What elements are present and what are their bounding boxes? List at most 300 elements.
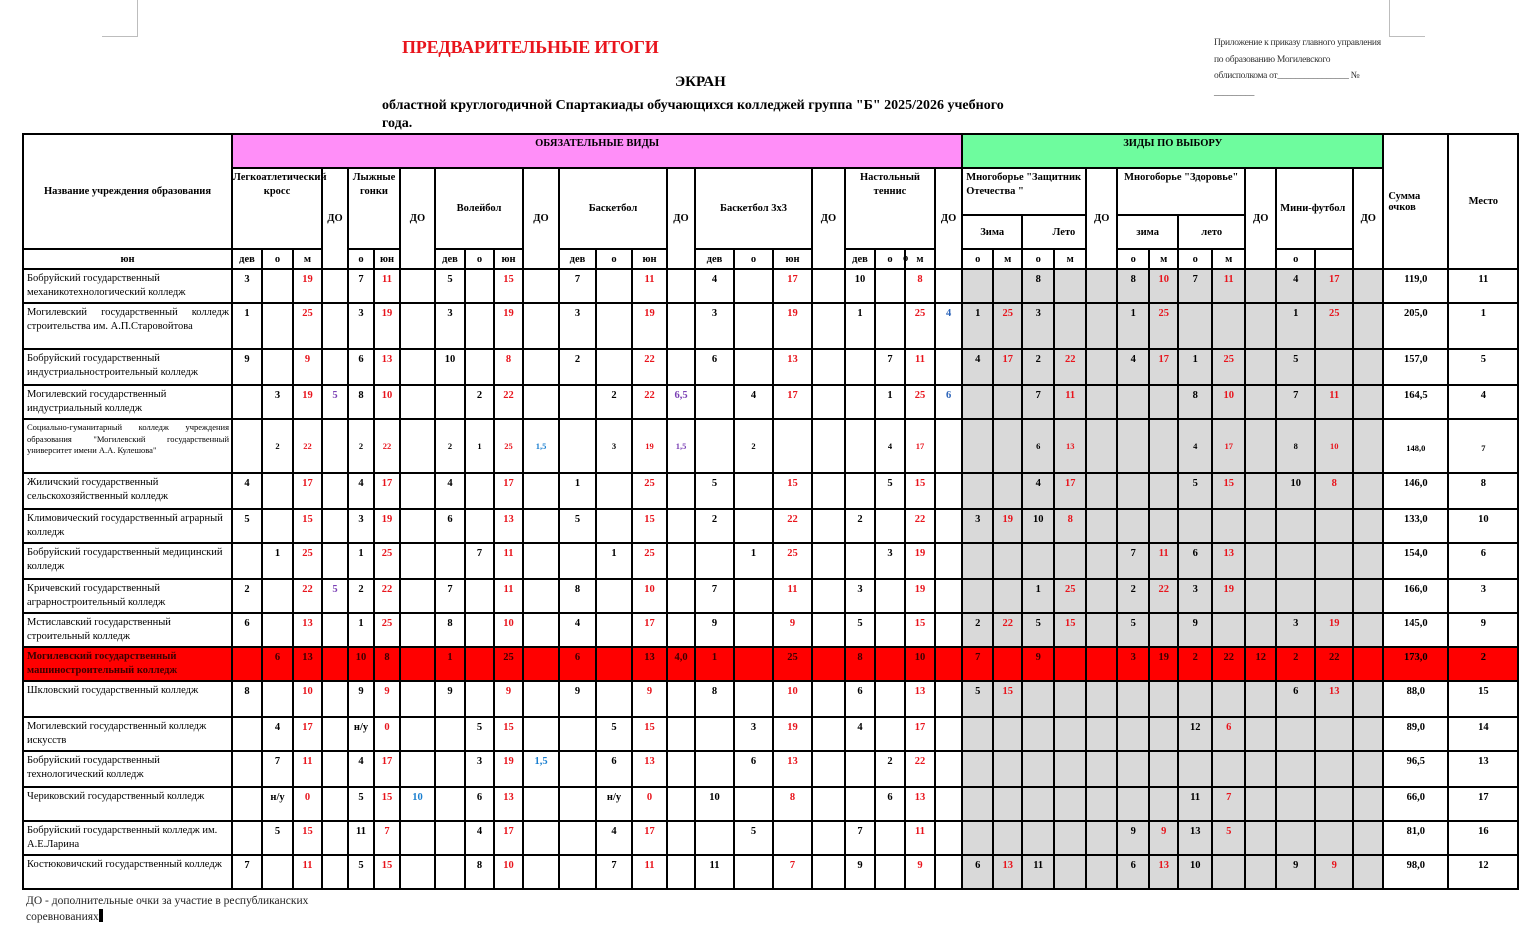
place-cell: [596, 855, 632, 889]
cell-value: 8: [1331, 478, 1337, 489]
cell-value: 25: [1328, 308, 1340, 319]
bonus-cell: [1086, 579, 1117, 613]
bonus-cell: [400, 419, 435, 473]
place-cell: [232, 717, 262, 751]
points-cell: [773, 717, 812, 751]
sport-header-cross: Легкоатлетический кросс: [232, 168, 322, 249]
cell-value: 9: [447, 686, 453, 697]
bonus-cell: [667, 473, 695, 509]
cell-value: 4: [1035, 478, 1041, 489]
points-cell: [1212, 855, 1245, 889]
bonus-cell: [667, 787, 695, 821]
subheader: о: [1117, 249, 1149, 269]
place-cell: [734, 647, 773, 681]
points-cell: [1315, 385, 1353, 419]
cell-value: 17: [381, 756, 393, 767]
cell-value: 7: [1035, 390, 1041, 401]
bonus-cell: [812, 509, 845, 543]
bonus-cell: [322, 509, 348, 543]
points-cell: [374, 509, 400, 543]
cell-value: 4: [358, 478, 364, 489]
bonus-cell: [1086, 303, 1117, 349]
cell-value: 19: [503, 756, 514, 767]
total-points: 166,0: [1383, 579, 1448, 613]
cell-value: 10: [1032, 514, 1044, 525]
points-cell: [993, 821, 1022, 855]
cell-value: 0: [384, 722, 390, 733]
place-cell: [734, 269, 773, 303]
points-cell: [293, 717, 322, 751]
cell-value: 3: [274, 390, 281, 401]
place-cell: [1276, 509, 1315, 543]
place-cell: [465, 419, 494, 473]
points-cell: [494, 787, 523, 821]
points-cell: [905, 647, 935, 681]
points-cell: [993, 681, 1022, 717]
bonus-cell: [400, 647, 435, 681]
cell-value: 13: [1158, 860, 1169, 871]
subheader: м: [293, 249, 322, 269]
footnote-text: ДО - дополнительные очки за участие в республиканских соревнованиях: [26, 895, 309, 923]
place-cell: [262, 473, 293, 509]
points-cell: [1315, 543, 1353, 579]
bonus-cell: [322, 613, 348, 647]
cell-value: 17: [503, 826, 514, 837]
cell-value: 8: [358, 390, 364, 401]
cell-value: 4: [574, 618, 581, 629]
points-cell: [993, 269, 1022, 303]
cell-value: 22: [787, 514, 798, 525]
place-cell: [435, 821, 465, 855]
cell-value: 8: [505, 354, 512, 365]
cell-value: 7: [711, 584, 718, 595]
cell-value: 17: [503, 478, 514, 489]
cell-value: 25: [787, 548, 798, 559]
place-cell: [232, 473, 262, 509]
place-cell: [1178, 419, 1212, 473]
points-cell: [1315, 647, 1353, 681]
cell-value: 11: [302, 860, 313, 871]
subheader: дев: [435, 249, 465, 269]
bonus-cell: [1245, 821, 1276, 855]
place-cell: [262, 509, 293, 543]
place-cell: [875, 647, 905, 681]
bonus-cell: [1245, 613, 1276, 647]
points-cell: [1054, 855, 1086, 889]
points-cell: [1315, 821, 1353, 855]
place-cell: [875, 787, 905, 821]
points-cell: [632, 681, 667, 717]
bonus-cell: [1086, 855, 1117, 889]
cell-value: 3: [358, 308, 364, 319]
place-cell: [1178, 717, 1212, 751]
place-cell: [845, 681, 875, 717]
place-cell: [1178, 613, 1212, 647]
cell-value: 5: [332, 584, 338, 595]
points-cell: [374, 751, 400, 787]
points-cell: [905, 855, 935, 889]
bonus-cell: [667, 751, 695, 787]
cell-value: 11: [1190, 792, 1201, 803]
bonus-cell: [812, 717, 845, 751]
place-cell: [695, 751, 734, 787]
place-cell: [1117, 579, 1149, 613]
points-cell: [993, 717, 1022, 751]
place-cell: [1276, 473, 1315, 509]
points-cell: [1149, 751, 1178, 787]
cell-value: 22: [302, 584, 313, 595]
points-cell: [374, 855, 400, 889]
place-cell: [348, 681, 374, 717]
points-cell: [1212, 613, 1245, 647]
bonus-cell: [400, 821, 435, 855]
cell-value: 11: [915, 826, 925, 837]
place-cell: [1276, 613, 1315, 647]
place-cell: [596, 647, 632, 681]
cell-value: 10: [412, 792, 423, 803]
points-cell: [1212, 509, 1245, 543]
points-cell: [632, 751, 667, 787]
cell-value: 9: [244, 354, 250, 365]
bonus-cell: [812, 821, 845, 855]
points-cell: [773, 751, 812, 787]
bonus-cell: [1245, 509, 1276, 543]
cell-value: 13: [302, 618, 313, 629]
place-cell: [695, 349, 734, 385]
cell-value: 25: [504, 441, 513, 451]
place-cell: [845, 647, 875, 681]
final-place: 17: [1448, 787, 1518, 821]
points-cell: [632, 303, 667, 349]
place-cell: [465, 385, 494, 419]
cell-value: 7: [975, 652, 981, 663]
cell-value: 5: [574, 514, 581, 525]
cell-value: 11: [1033, 860, 1044, 871]
bonus-cell: [812, 349, 845, 385]
cell-value: 2: [1192, 652, 1198, 663]
cell-value: 7: [1130, 548, 1136, 559]
cell-value: 4: [447, 478, 453, 489]
cell-value: 8: [857, 652, 863, 663]
place-cell: [348, 821, 374, 855]
points-cell: [993, 751, 1022, 787]
place-cell: [348, 717, 374, 751]
cell-value: 25: [381, 618, 393, 629]
cell-value: 17: [644, 618, 655, 629]
cell-value: 15: [302, 514, 313, 525]
cell-value: 7: [476, 548, 483, 559]
bonus-cell: [667, 647, 695, 681]
points-cell: [773, 613, 812, 647]
cell-value: 11: [302, 756, 313, 767]
points-cell: [632, 543, 667, 579]
place-cell: [1276, 647, 1315, 681]
cell-value: 4: [1293, 274, 1299, 285]
cell-value: 13: [644, 652, 655, 663]
bonus-cell: [523, 509, 559, 543]
points-cell: [1149, 821, 1178, 855]
cell-value: 1: [611, 548, 617, 559]
bonus-cell: [400, 509, 435, 543]
place-cell: [465, 613, 494, 647]
cell-value: 17: [1002, 354, 1013, 365]
bonus-cell: [523, 269, 559, 303]
place-cell: [845, 419, 875, 473]
appendix-note: [1214, 35, 1381, 101]
bonus-cell: [667, 419, 695, 473]
cell-value: 22: [1328, 652, 1340, 663]
points-cell: [1054, 385, 1086, 419]
table-row: [23, 579, 1518, 613]
cell-value: 2: [358, 441, 364, 451]
bonus-cell: [523, 681, 559, 717]
cell-value: н/у: [606, 792, 622, 803]
points-cell: [1054, 613, 1086, 647]
points-cell: [1212, 543, 1245, 579]
total-points: 146,0: [1383, 473, 1448, 509]
cell-value: 25: [914, 390, 926, 401]
cell-value: 19: [302, 274, 313, 285]
cell-value: 8: [789, 792, 796, 803]
place-cell: [435, 613, 465, 647]
do-header: ДО: [1086, 168, 1117, 269]
place-cell: [1178, 269, 1212, 303]
cell-value: 0: [304, 792, 311, 803]
place-cell: [262, 303, 293, 349]
place-cell: [875, 579, 905, 613]
place-cell: [962, 717, 993, 751]
place-cell: [1022, 579, 1054, 613]
place-cell: [1117, 787, 1149, 821]
cell-value: 22: [1002, 618, 1013, 629]
cell-value: 9: [1035, 652, 1041, 663]
place-cell: [875, 717, 905, 751]
appendix-line: по образованию Могилевского: [1214, 54, 1331, 65]
points-cell: [773, 473, 812, 509]
place-cell: [1022, 303, 1054, 349]
cell-value: 2: [1130, 584, 1136, 595]
cell-value: 22: [381, 584, 393, 595]
place-cell: [596, 385, 632, 419]
cell-value: 2: [887, 756, 893, 767]
bonus-cell: [812, 473, 845, 509]
points-cell: [905, 303, 935, 349]
season-header-health-summer: лето: [1178, 215, 1245, 249]
cell-value: 19: [914, 548, 926, 559]
final-place: 1: [1448, 303, 1518, 349]
place-cell: [1117, 473, 1149, 509]
cell-value: 19: [914, 584, 926, 595]
cell-value: 25: [1223, 354, 1234, 365]
place-cell: [962, 349, 993, 385]
points-cell: [494, 647, 523, 681]
subheader: юн: [632, 249, 667, 269]
points-cell: [905, 787, 935, 821]
points-cell: [773, 579, 812, 613]
points-cell: [494, 269, 523, 303]
subheader: о: [465, 249, 494, 269]
place-cell: [875, 681, 905, 717]
points-cell: [494, 821, 523, 855]
points-cell: [1212, 269, 1245, 303]
cell-value: 25: [1064, 584, 1076, 595]
total-points: 66,0: [1383, 787, 1448, 821]
cell-value: 8: [574, 584, 581, 595]
bonus-cell: [935, 303, 962, 349]
cell-value: 10: [914, 652, 926, 663]
cell-value: 6: [244, 618, 250, 629]
points-cell: [632, 787, 667, 821]
bonus-cell: [667, 385, 695, 419]
points-cell: [293, 855, 322, 889]
cell-value: 13: [787, 756, 798, 767]
points-cell: [293, 349, 322, 385]
final-place: 7: [1448, 419, 1518, 473]
place-cell: [465, 717, 494, 751]
cell-value: 8: [476, 860, 483, 871]
place-cell: [1022, 349, 1054, 385]
bonus-cell: [667, 821, 695, 855]
points-cell: [494, 303, 523, 349]
place-cell: [695, 269, 734, 303]
points-cell: [632, 579, 667, 613]
place-cell: [875, 269, 905, 303]
points-cell: [374, 303, 400, 349]
points-cell: [632, 385, 667, 419]
cell-value: 1: [711, 652, 718, 663]
cell-value: 7: [358, 274, 364, 285]
place-cell: [962, 509, 993, 543]
place-cell: [695, 473, 734, 509]
table-row: [23, 473, 1518, 509]
final-place: 2: [1448, 647, 1518, 681]
points-cell: [374, 419, 400, 473]
points-cell: [374, 647, 400, 681]
points-cell: [374, 473, 400, 509]
bonus-cell: [935, 419, 962, 473]
cell-value: 15: [503, 722, 514, 733]
cell-value: 3: [574, 308, 581, 319]
cell-value: 6: [358, 354, 364, 365]
points-cell: [632, 419, 667, 473]
cell-value: 17: [1224, 441, 1233, 451]
bonus-cell: [812, 681, 845, 717]
place-cell: [262, 579, 293, 613]
points-cell: [293, 787, 322, 821]
place-cell: [1178, 385, 1212, 419]
bonus-cell: [1086, 647, 1117, 681]
points-cell: [632, 613, 667, 647]
cell-value: 4: [476, 826, 483, 837]
place-cell: [1117, 613, 1149, 647]
cell-value: 2: [447, 441, 453, 451]
points-cell: [374, 821, 400, 855]
bonus-cell: [400, 543, 435, 579]
optional-sports-label: ЗИДЫ ПО ВЫБОРУ: [1123, 138, 1223, 149]
institution-name: Кричевский государственный аграрностроительный колледж: [23, 579, 232, 613]
cell-value: 25: [302, 548, 313, 559]
cell-value: 17: [914, 722, 926, 733]
points-cell: [1054, 543, 1086, 579]
place-cell: [734, 613, 773, 647]
column-header-name: Название учреждения образования: [23, 134, 232, 249]
institution-name: Бобруйский государственный технологический колледж: [23, 751, 232, 787]
season-header-defender-summer: Лето: [1022, 215, 1086, 249]
points-cell: [374, 579, 400, 613]
table-row: [23, 751, 1518, 787]
cell-value: 13: [914, 792, 926, 803]
cell-value: 19: [1328, 618, 1340, 629]
cell-value: 1: [244, 308, 250, 319]
place-cell: [1178, 787, 1212, 821]
place-cell: [1178, 509, 1212, 543]
bonus-cell: [667, 543, 695, 579]
cell-value: 10: [1189, 860, 1201, 871]
cell-value: 11: [915, 354, 925, 365]
cell-value: 15: [302, 826, 313, 837]
cell-value: 5: [1226, 826, 1232, 837]
page-title: ПРЕДВАРИТЕЛЬНЫЕ ИТОГИ: [402, 37, 659, 57]
bonus-cell: [400, 855, 435, 889]
cell-value: 1: [887, 390, 893, 401]
table-row: [23, 855, 1518, 889]
cell-value: 10: [644, 584, 655, 595]
place-cell: [1022, 509, 1054, 543]
institution-name: Шкловский государственный колледж: [23, 681, 232, 717]
points-cell: [1054, 647, 1086, 681]
cell-value: 2: [1293, 652, 1299, 663]
place-cell: [695, 579, 734, 613]
points-cell: [1315, 787, 1353, 821]
place-cell: [348, 613, 374, 647]
bonus-cell: [322, 787, 348, 821]
points-cell: [773, 647, 812, 681]
cell-value: 6: [1226, 722, 1232, 733]
total-points: 157,0: [1383, 349, 1448, 385]
points-cell: [1054, 579, 1086, 613]
bonus-cell: [812, 787, 845, 821]
cell-value: 19: [302, 390, 313, 401]
points-cell: [1054, 509, 1086, 543]
subheader: о: [734, 249, 773, 269]
place-cell: [262, 751, 293, 787]
column-header-place: Место: [1448, 134, 1518, 269]
points-cell: [293, 473, 322, 509]
bonus-cell: [935, 349, 962, 385]
do-header: ДО: [1353, 168, 1383, 269]
cell-value: 5: [750, 826, 757, 837]
bonus-cell: [1086, 681, 1117, 717]
place-cell: [232, 751, 262, 787]
place-cell: [559, 349, 596, 385]
cell-value: 10: [1329, 441, 1339, 451]
cell-value: 10: [503, 860, 514, 871]
cell-value: 7: [384, 826, 390, 837]
bonus-cell: [1086, 509, 1117, 543]
place-cell: [734, 579, 773, 613]
place-cell: [559, 647, 596, 681]
bonus-cell: [400, 473, 435, 509]
points-cell: [1315, 269, 1353, 303]
place-cell: [1022, 473, 1054, 509]
points-cell: [494, 681, 523, 717]
place-cell: [1022, 647, 1054, 681]
place-cell: [596, 751, 632, 787]
subheader: [905, 249, 935, 269]
place-cell: [348, 647, 374, 681]
place-cell: [232, 579, 262, 613]
cell-value: 25: [1158, 308, 1169, 319]
